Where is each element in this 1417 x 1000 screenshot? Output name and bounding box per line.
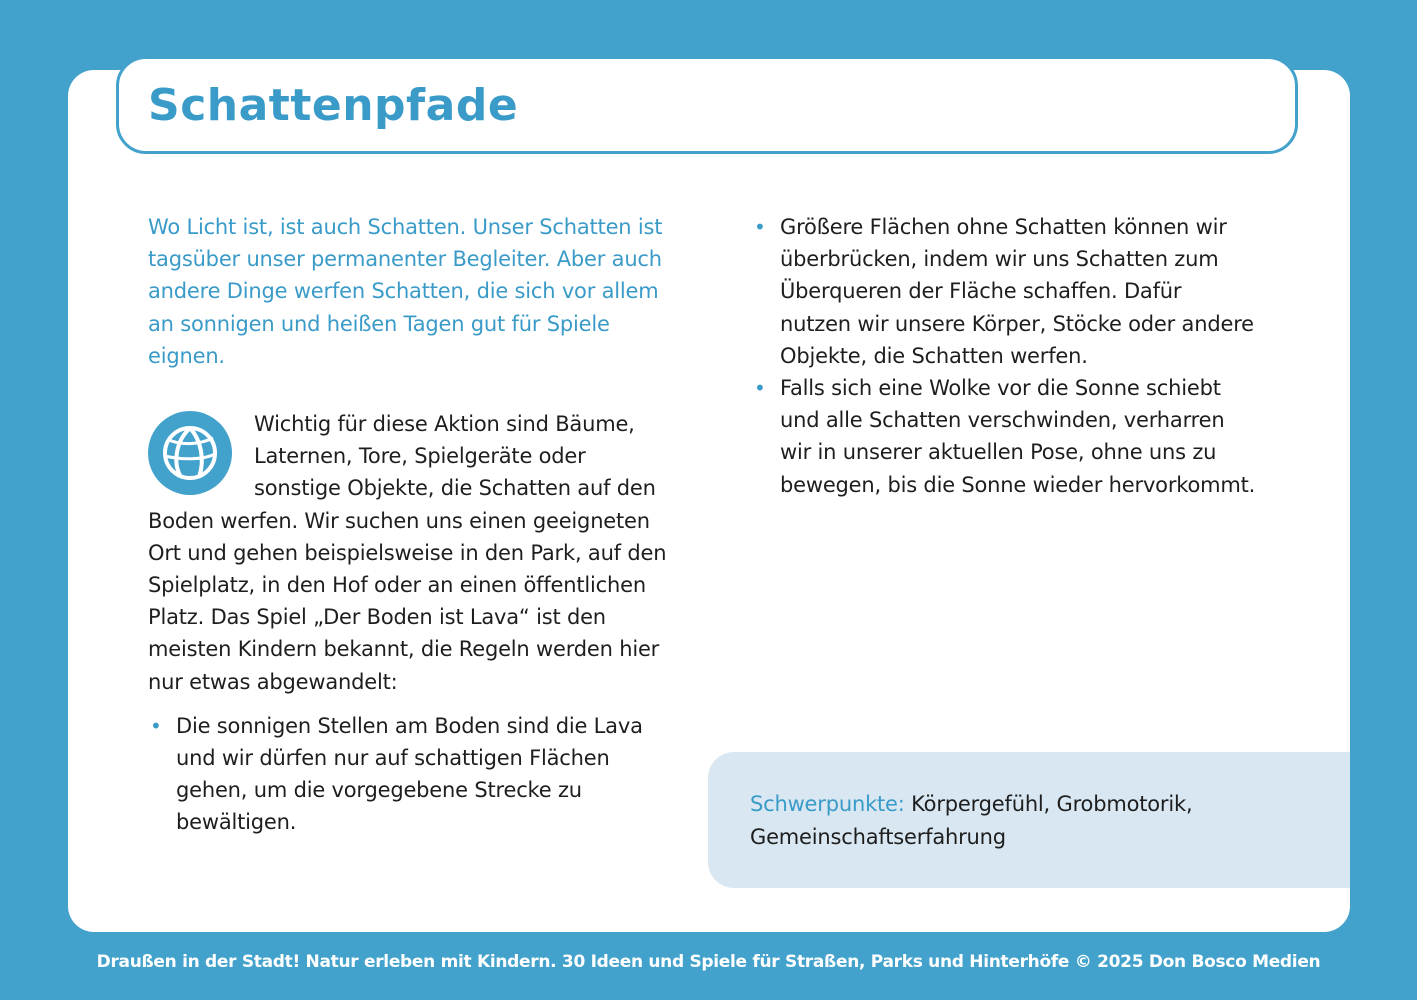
left-column xyxy=(148,211,673,839)
page-title: Schattenpfade xyxy=(148,80,519,131)
focus-box xyxy=(708,752,1350,888)
focus-label: Schwerpunkte: xyxy=(750,792,905,816)
body-paragraph: Wichtig für diese Aktion sind Bäume, Laternen, Tore, Spielgeräte oder sonstige Objekte, die Schatten auf den Boden werfen. Wir suchen uns einen geeigneten Ort und gehen beispielsweise in den Park, auf den Spielplatz, in den Hof oder an einen öffentlichen Platz. Das Spiel „Der Boden ist Lava“ ist den meisten Kindern bekannt, die Regeln werden hier nur etwas abgewandelt: xyxy=(148,412,667,694)
focus-text: Körpergefühl, Grobmotorik, Gemeinschaftserfahrung xyxy=(750,792,1193,849)
list-item: • Die sonnigen Stellen am Boden sind die Lava und wir dürfen nur auf schattigen Flächen gehen, um die vorgegebene Strecke zu bewältigen. xyxy=(148,710,673,839)
intro-text: Wo Licht ist, ist auch Schatten. Unser Schatten ist tagsüber unser permanenter Begleiter. Aber auch andere Dinge werfen Schatten, die sich vor allem an sonnigen und heißen Tagen gut für Spiele eignen. xyxy=(148,215,663,368)
footer-credit: Draußen in der Stadt! Natur erleben mit Kindern. 30 Ideen und Spiele für Straßen, Parks und Hinterhöfe © 2025 Don Bosco Medien xyxy=(96,952,1321,972)
beach-ball-icon xyxy=(148,411,232,495)
right-bullet-list xyxy=(752,211,1257,501)
list-item: • Größere Flächen ohne Schatten können wir überbrücken, indem wir uns Schatten zum Überqueren der Fläche schaffen. Dafür nutzen wir unsere Körper, Stöcke oder andere Objekte, die Schatten werfen. xyxy=(752,211,1257,372)
list-item: • Falls sich eine Wolke vor die Sonne schiebt und alle Schatten verschwinden, verharren wir in unserer aktuellen Pose, ohne uns zu bewegen, bis die Sonne wieder hervorkommt. xyxy=(752,372,1257,501)
left-bullet-list xyxy=(148,710,673,839)
right-column xyxy=(752,211,1257,501)
body-section xyxy=(148,408,673,698)
